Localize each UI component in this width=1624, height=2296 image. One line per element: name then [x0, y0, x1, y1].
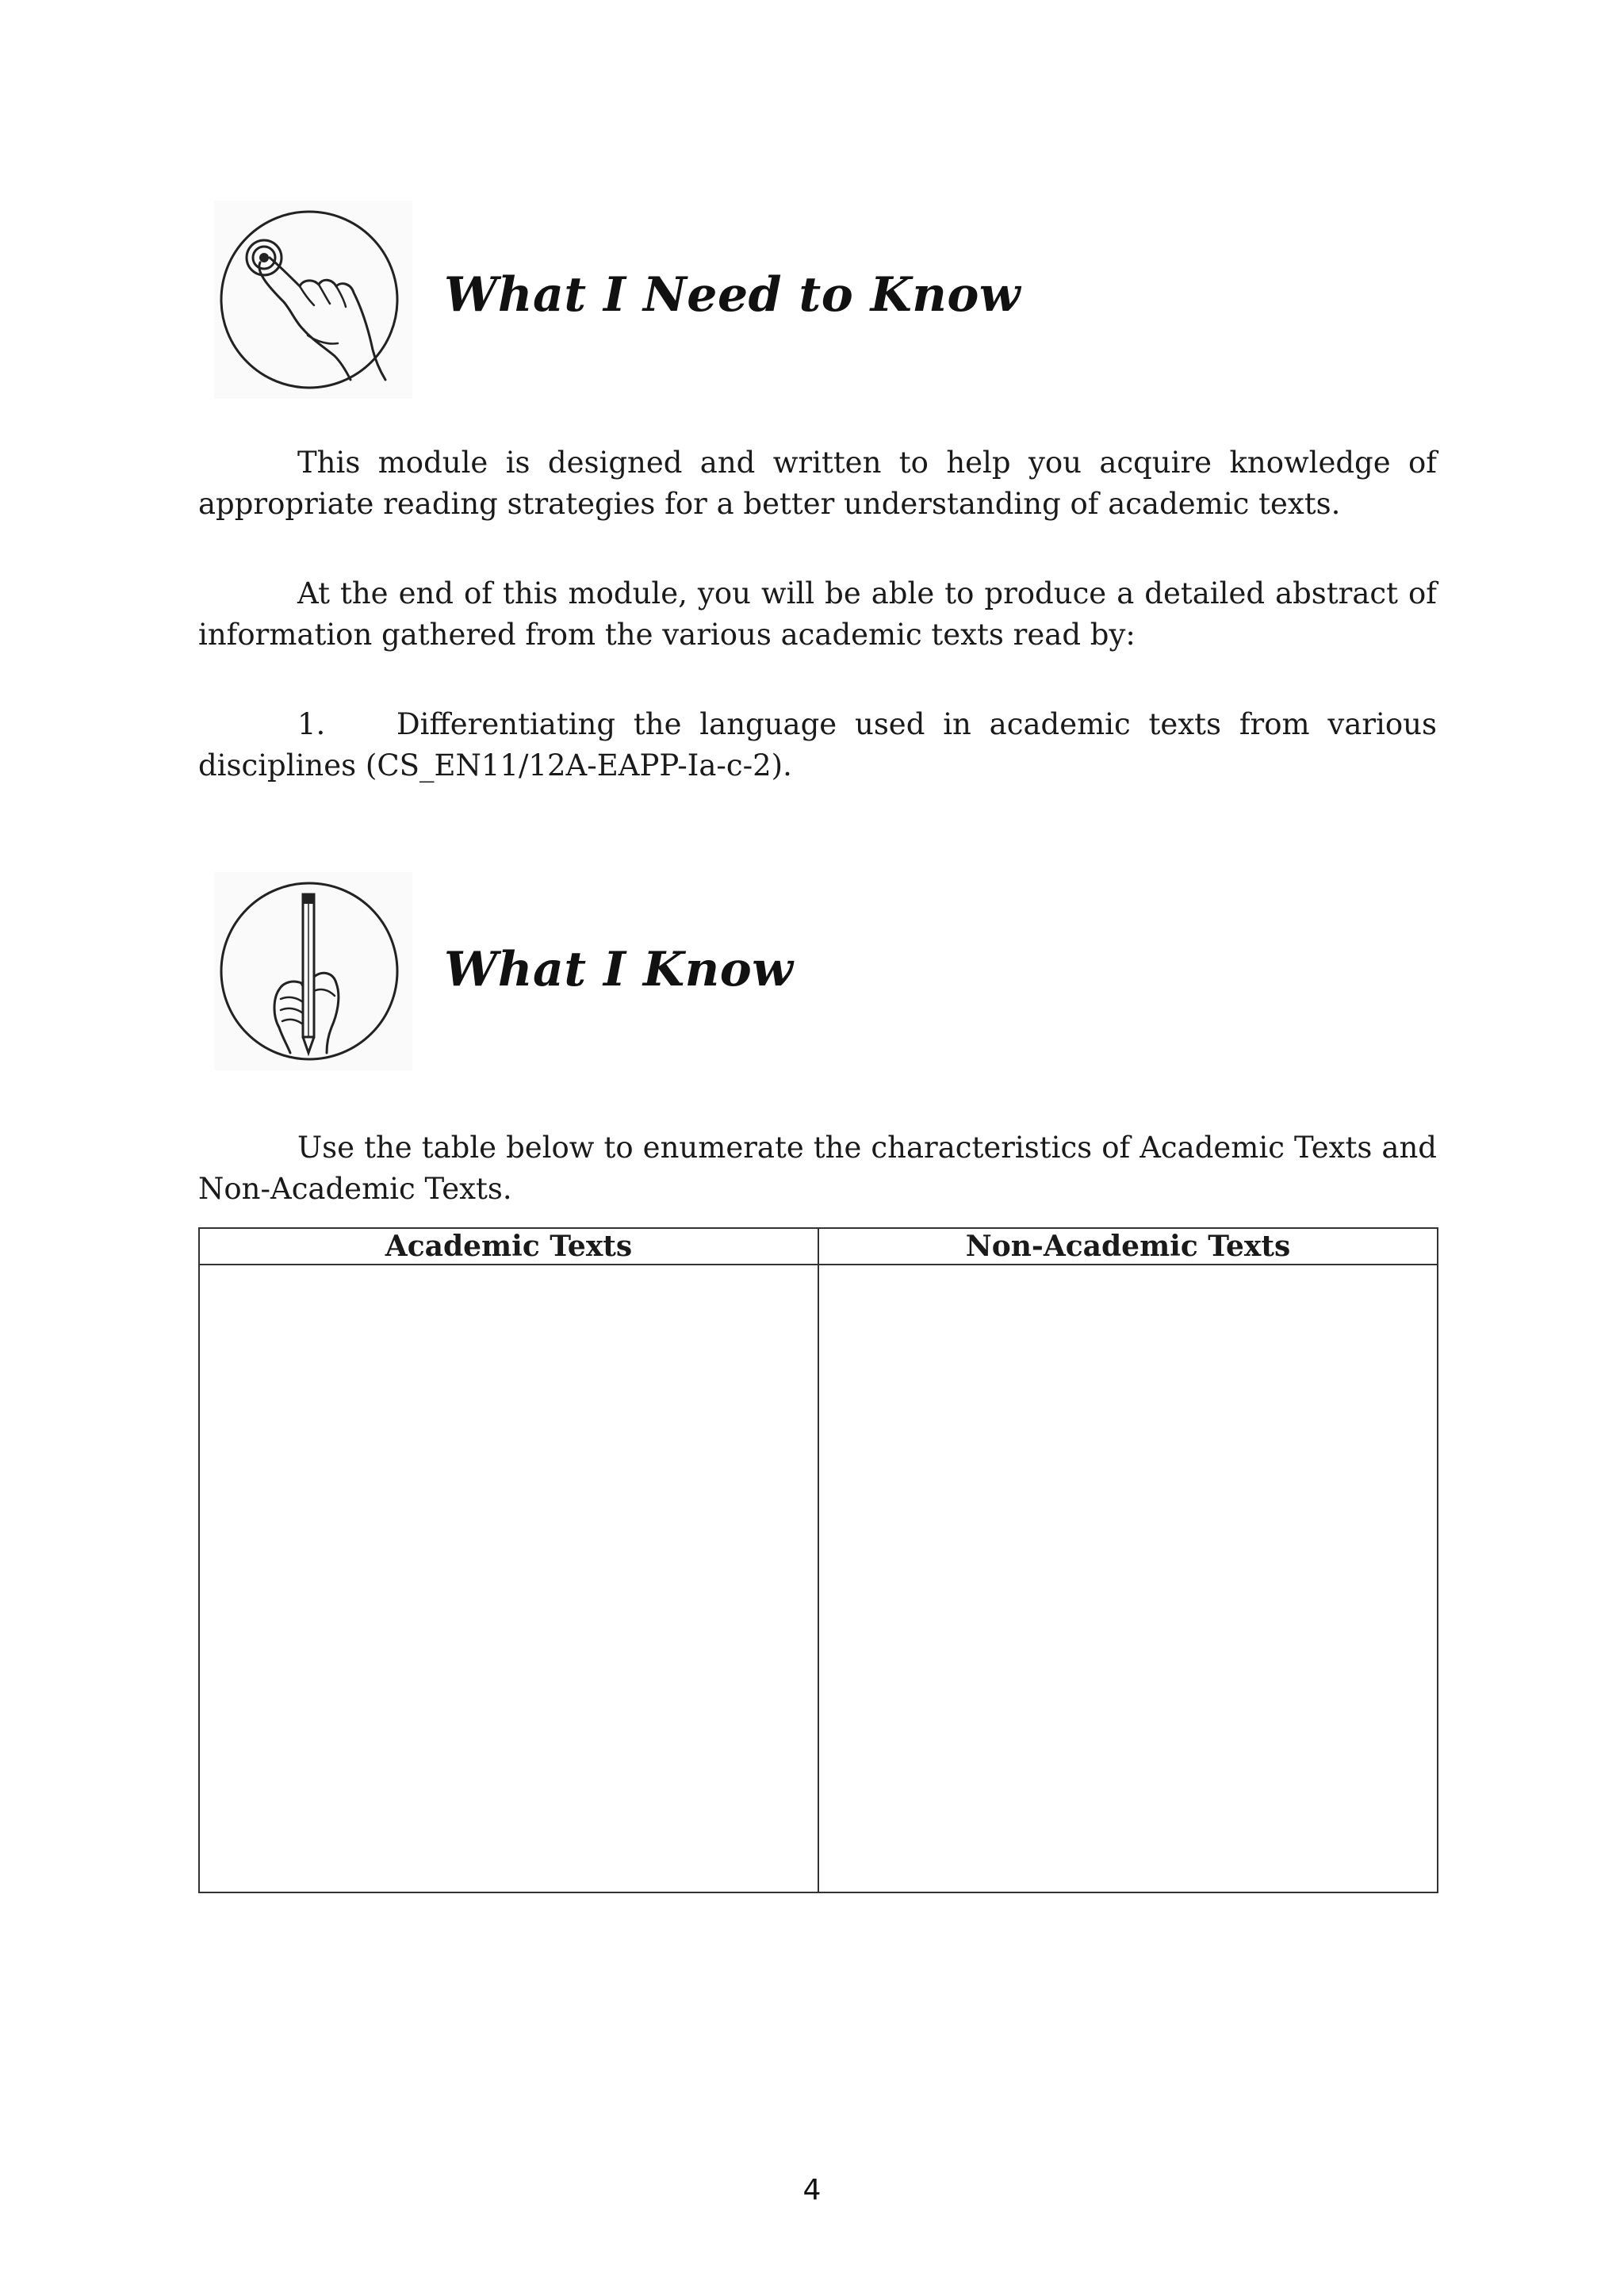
- table-header-row: [199, 1228, 1438, 1265]
- pointing-hand-icon: [214, 201, 412, 399]
- section-title: What I Need to Know: [444, 267, 1021, 323]
- outcome-text: At the end of this module, you will be able to produce a detailed abstract of information gathered from the various academic texts read by:: [198, 576, 1437, 652]
- objective-text: Differentiating the language used in academic texts from various disciplines (CS_EN11/12A-EAPP-Ia-c-2).: [198, 707, 1437, 783]
- non-academic-texts-answer-cell[interactable]: [818, 1265, 1438, 1892]
- instruction-text: Use the table below to enumerate the characteristics of Academic Texts and Non-Academic Texts.: [198, 1131, 1437, 1206]
- instruction-paragraph: [198, 1127, 1437, 1210]
- characteristics-table: [198, 1227, 1438, 1893]
- intro-text: This module is designed and written to help you acquire knowledge of appropriate reading strategies for a better understanding of academic texts.: [198, 446, 1437, 521]
- intro-paragraph: [198, 442, 1437, 525]
- table-row: [199, 1265, 1438, 1892]
- section-header-what-i-know: [214, 872, 1404, 1074]
- hand-holding-pencil-icon: [214, 872, 412, 1070]
- outcome-paragraph: [198, 573, 1437, 656]
- academic-texts-answer-cell[interactable]: [199, 1265, 818, 1892]
- header-academic-texts: Academic Texts: [199, 1228, 818, 1265]
- section-title: What I Know: [444, 942, 794, 997]
- page-number: 4: [802, 2174, 822, 2206]
- objective-item: [198, 704, 1437, 786]
- objective-number: 1.: [297, 707, 326, 741]
- section-header-need-to-know: [214, 201, 1404, 403]
- header-non-academic-texts: Non-Academic Texts: [818, 1228, 1438, 1265]
